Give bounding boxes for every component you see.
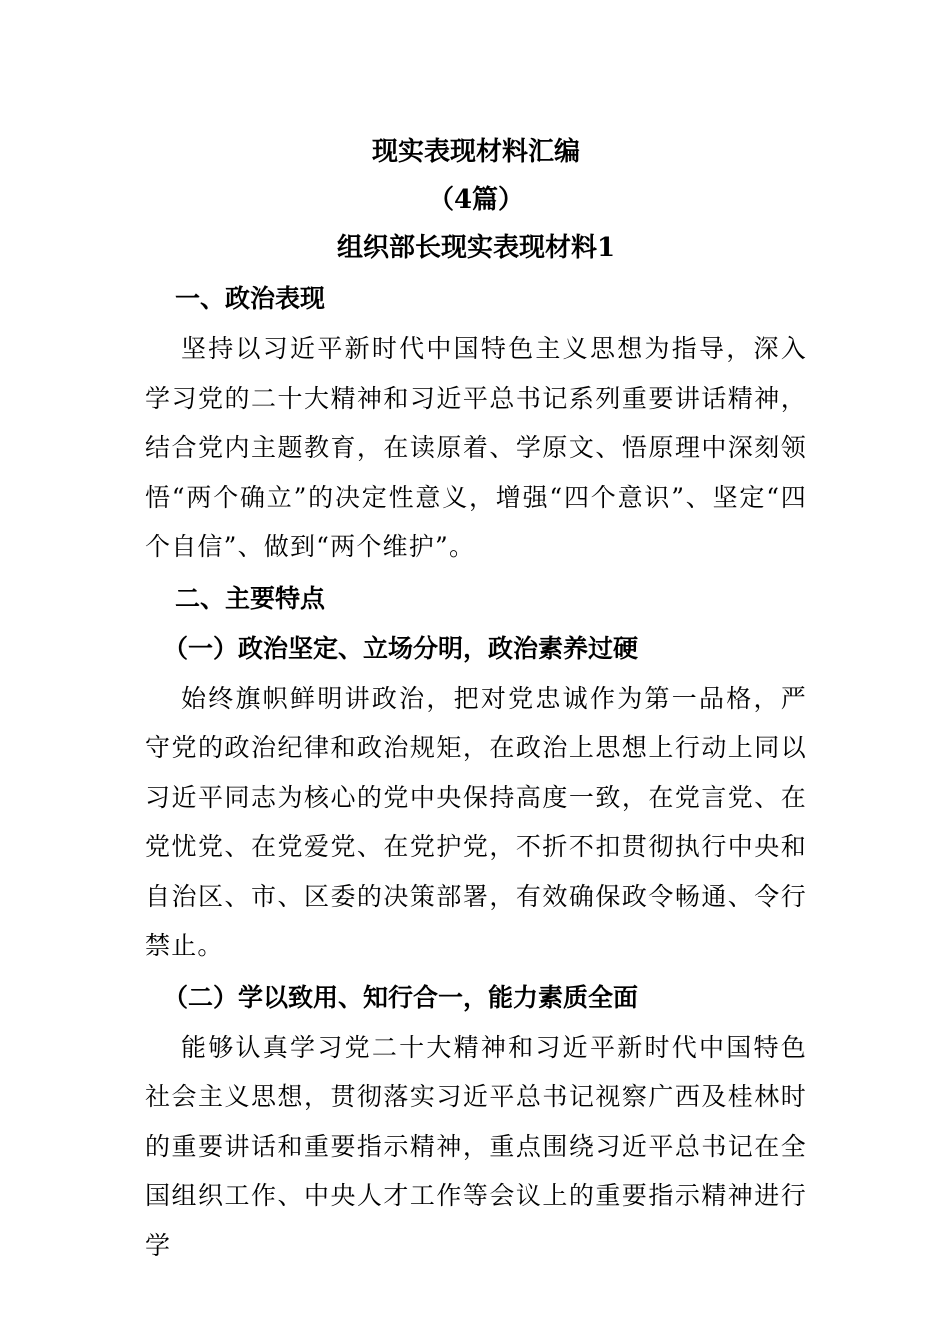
section-heading-political: 一、政治表现 — [175, 284, 326, 313]
paragraph-sub2: 能够认真学习党二十大精神和习近平新时代中国特色社会主义思想，贯彻落实习近平总书记视察广西及桂林时的重要讲话和重要指示精神，重点围绕习近平总书记在全国组织工作、中央人才工作等会议上的重要指示精神进行学 — [145, 1032, 807, 1260]
paragraph-political: 坚持以习近平新时代中国特色主义思想为指导，深入学习党的二十大精神和习近平总书记系列重要讲话精神，结合党内主题教育，在读原着、学原文、悟原理中深刻领悟“两个确立”的决定性意义，增强“四个意识”、坚定“四个自信”、做到“两个维护”。 — [145, 334, 807, 561]
paragraph-sub1: 始终旗帜鲜明讲政治，把对党忠诚作为第一品格，严守党的政治纪律和政治规矩，在政治上思想上行动上同以习近平同志为核心的党中央保持高度一致，在党言党、在党忧党、在党爱党、在党护党，不折不扣贯彻执行中央和自治区、市、区委的决策部署，有效确保政令畅通、令行禁止。 — [145, 683, 807, 960]
subsection-heading-2: （二）学以致用、知行合一，能力素质全面 — [163, 982, 639, 1012]
article-title: 组织部长现实表现材料1 — [336, 233, 616, 263]
document-subtitle: （4篇） — [427, 185, 525, 215]
document-body — [145, 128, 807, 1270]
document-title: 现实表现材料汇编 — [371, 137, 580, 167]
section-heading-features: 二、主要特点 — [175, 583, 326, 613]
subsection-heading-1: （一）政治坚定、立场分明，政治素养过硬 — [163, 633, 639, 663]
